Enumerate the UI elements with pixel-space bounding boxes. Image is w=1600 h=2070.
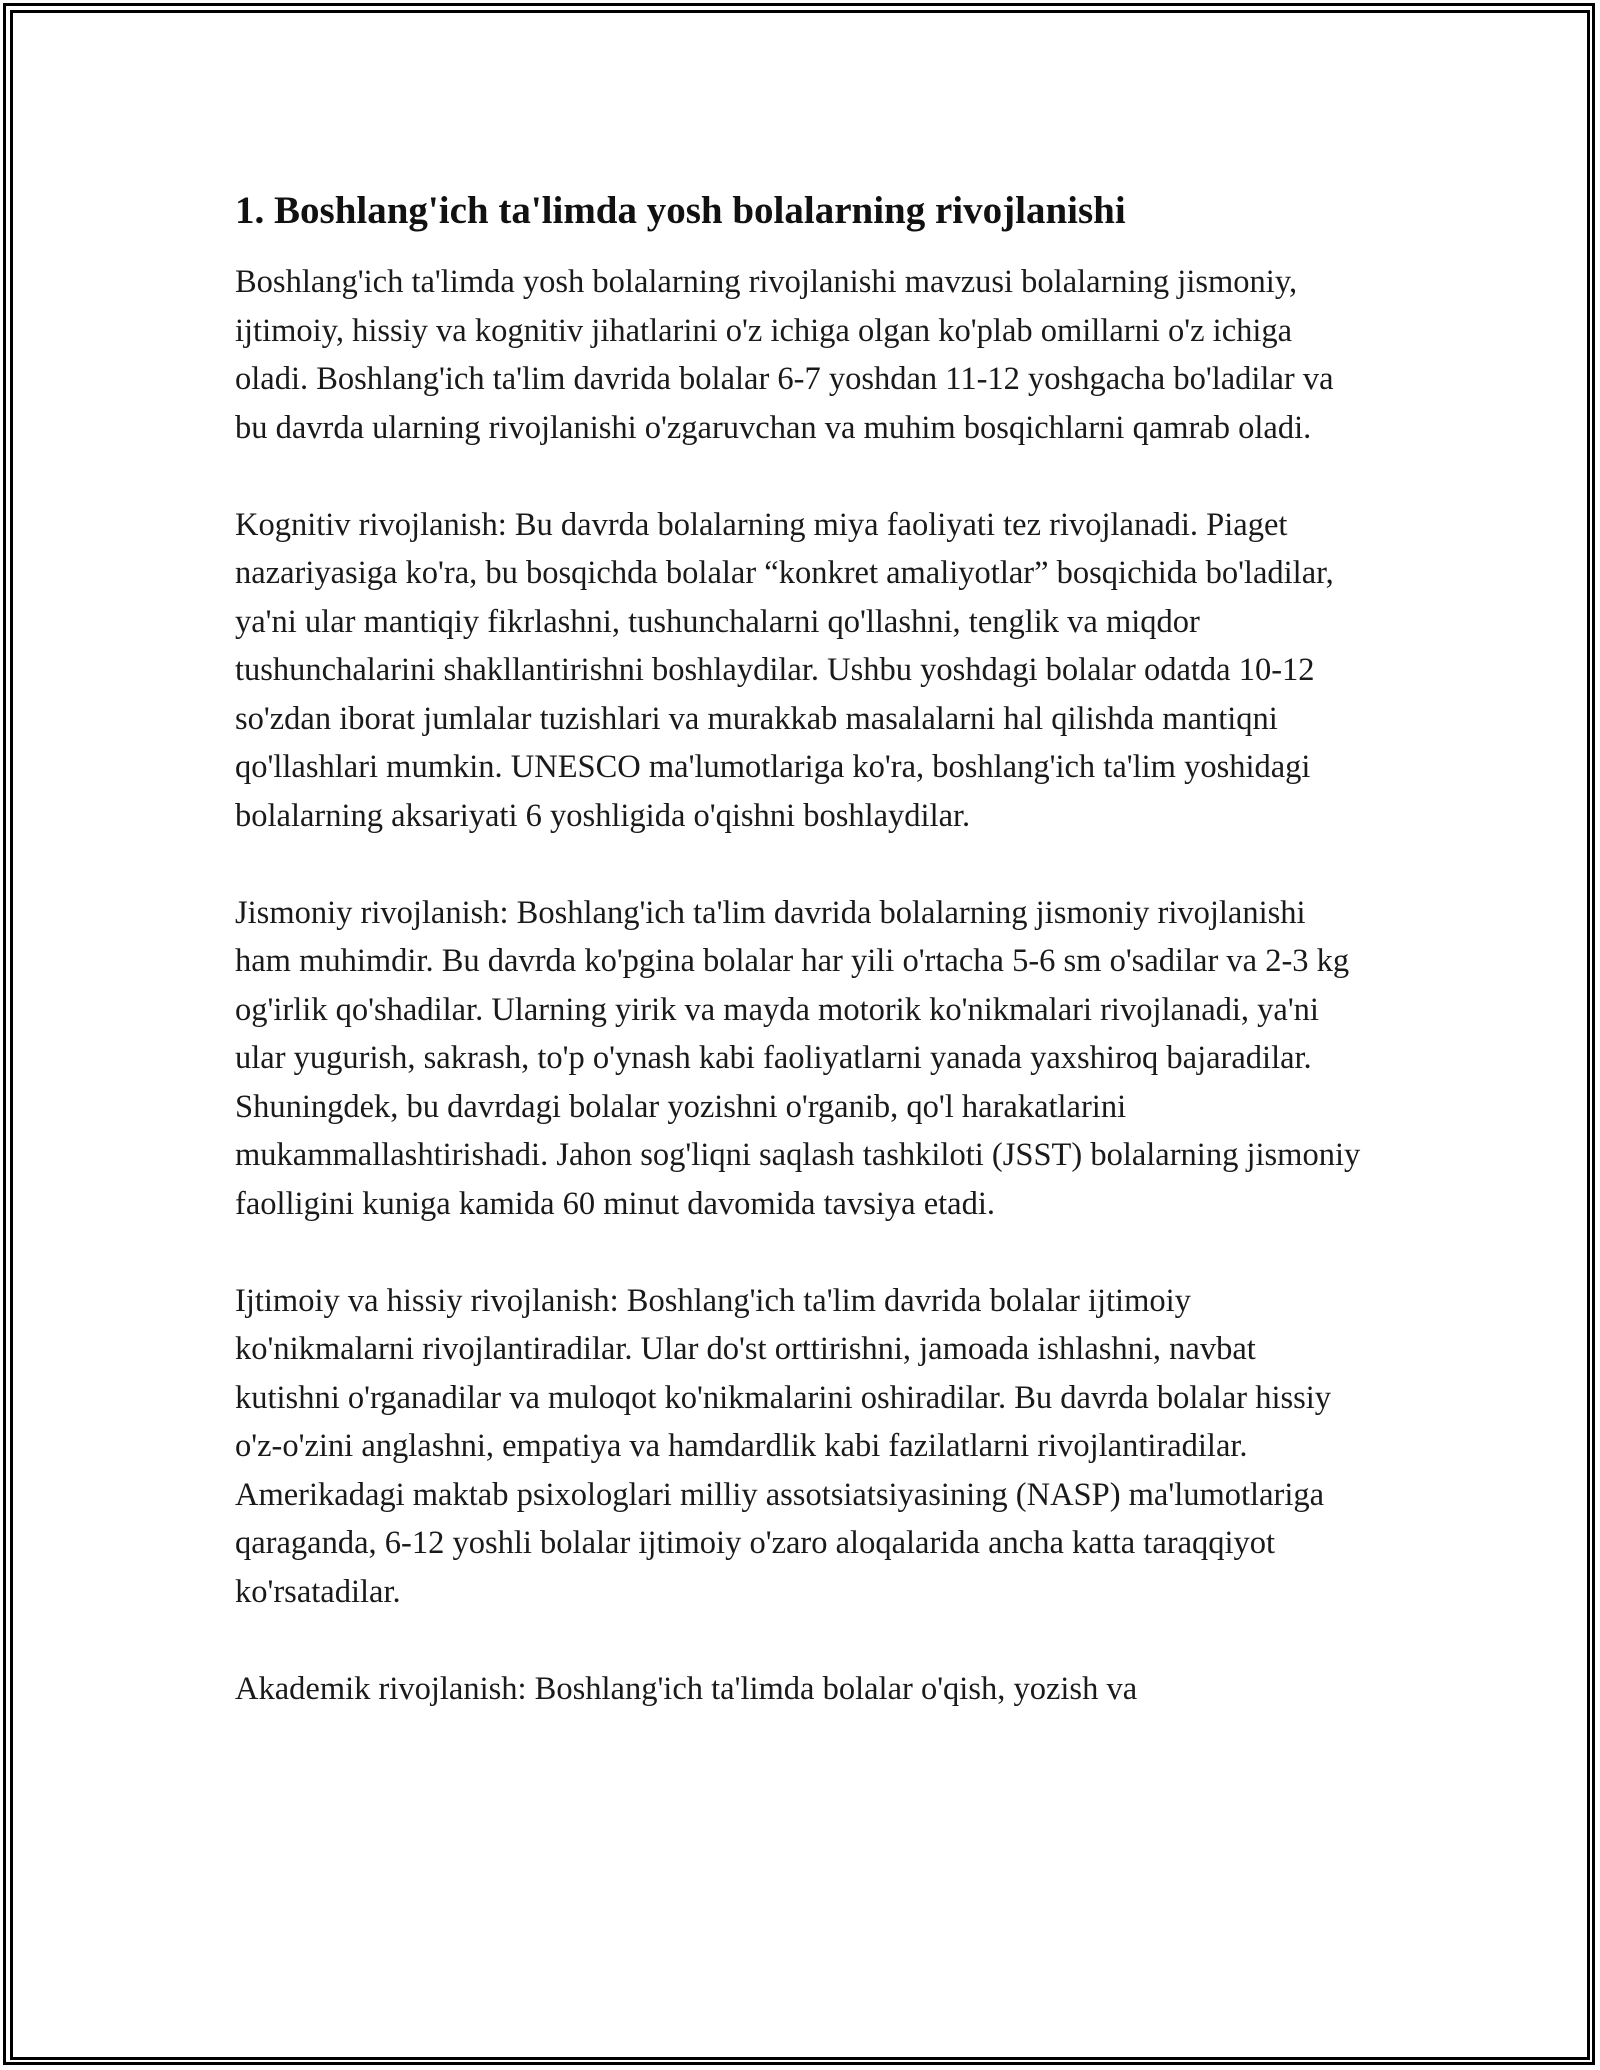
- document-body: [235, 185, 1365, 1713]
- paragraph-physical: Jismoniy rivojlanish: Boshlang'ich ta'lim davrida bolalarning jismoniy rivojlanishi ham muhimdir. Bu davrda ko'pgina bolalar har yili o'rtacha 5-6 sm o'sadilar va 2-3 kg og'irlik qo'shadilar. Ularning yirik va mayda motorik ko'nikmalari rivojlanadi, ya'ni ular yugurish, sakrash, to'p o'ynash kabi faoliyatlarni yanada yaxshiroq bajaradilar. Shuningdek, bu davrdagi bolalar yozishni o'rganib, qo'l harakatlarini mukammallashtirishadi. Jahon sog'liqni saqlash tashkiloti (JSST) bolalarning jismoniy faolligini kuniga kamida 60 minut davomida tavsiya etadi.: [235, 894, 1361, 1222]
- paragraph-list: [235, 258, 1365, 1713]
- paragraph-cognitive: Kognitiv rivojlanish: Bu davrda bolalarning miya faoliyati tez rivojlanadi. Piaget nazariyasiga ko'ra, bu bosqichda bolalar “konkret amaliyotlar” bosqichida bo'ladilar, ya'ni ular mantiqiy fikrlashni, tushunchalarni qo'llashni, tenglik va miqdor tushunchalarini shakllantirishni boshlaydilar. Ushbu yoshdagi bolalar odatda 10-12 so'zdan iborat jumlalar tuzishlari va murakkab masalalarni hal qilishda mantiqni qo'llashlari mumkin. UNESCO ma'lumotlariga ko'ra, boshlang'ich ta'lim yoshidagi bolalarning aksariyati 6 yoshligida o'qishni boshlaydilar.: [235, 506, 1334, 834]
- paragraph-social-emotional: Ijtimoiy va hissiy rivojlanish: Boshlang'ich ta'lim davrida bolalar ijtimoiy ko'nikmalarni rivojlantiradilar. Ular do'st orttirishni, jamoada ishlashni, navbat kutishni o'rganadilar va muloqot ko'nikmalarini oshiradilar. Bu davrda bolalar hissiy o'z-o'zini anglashni, empatiya va hamdardlik kabi fazilatlarni rivojlantiradilar. Amerikadagi maktab psixologlari milliy assotsiatsiyasining (NASP) ma'lumotlariga qaraganda, 6-12 yoshli bolalar ijtimoiy o'zaro aloqalarida ancha katta taraqqiyot ko'rsatadilar.: [235, 1282, 1332, 1610]
- paragraph-intro: Boshlang'ich ta'limda yosh bolalarning rivojlanishi mavzusi bolalarning jismoniy, ijtimoiy, hissiy va kognitiv jihatlarini o'z ichiga olgan ko'plab omillarni o'z ichiga oladi. Boshlang'ich ta'lim davrida bolalar 6-7 yoshdan 11-12 yoshgacha bo'ladilar va bu davrda ularning rivojlanishi o'zgaruvchan va muhim bosqichlarni qamrab oladi.: [235, 264, 1334, 446]
- paragraph-academic: Akademik rivojlanish: Boshlang'ich ta'limda bolalar o'qish, yozish va: [235, 1670, 1138, 1707]
- section-heading: 1. Boshlang'ich ta'limda yosh bolalarning rivojlanishi: [235, 189, 1126, 232]
